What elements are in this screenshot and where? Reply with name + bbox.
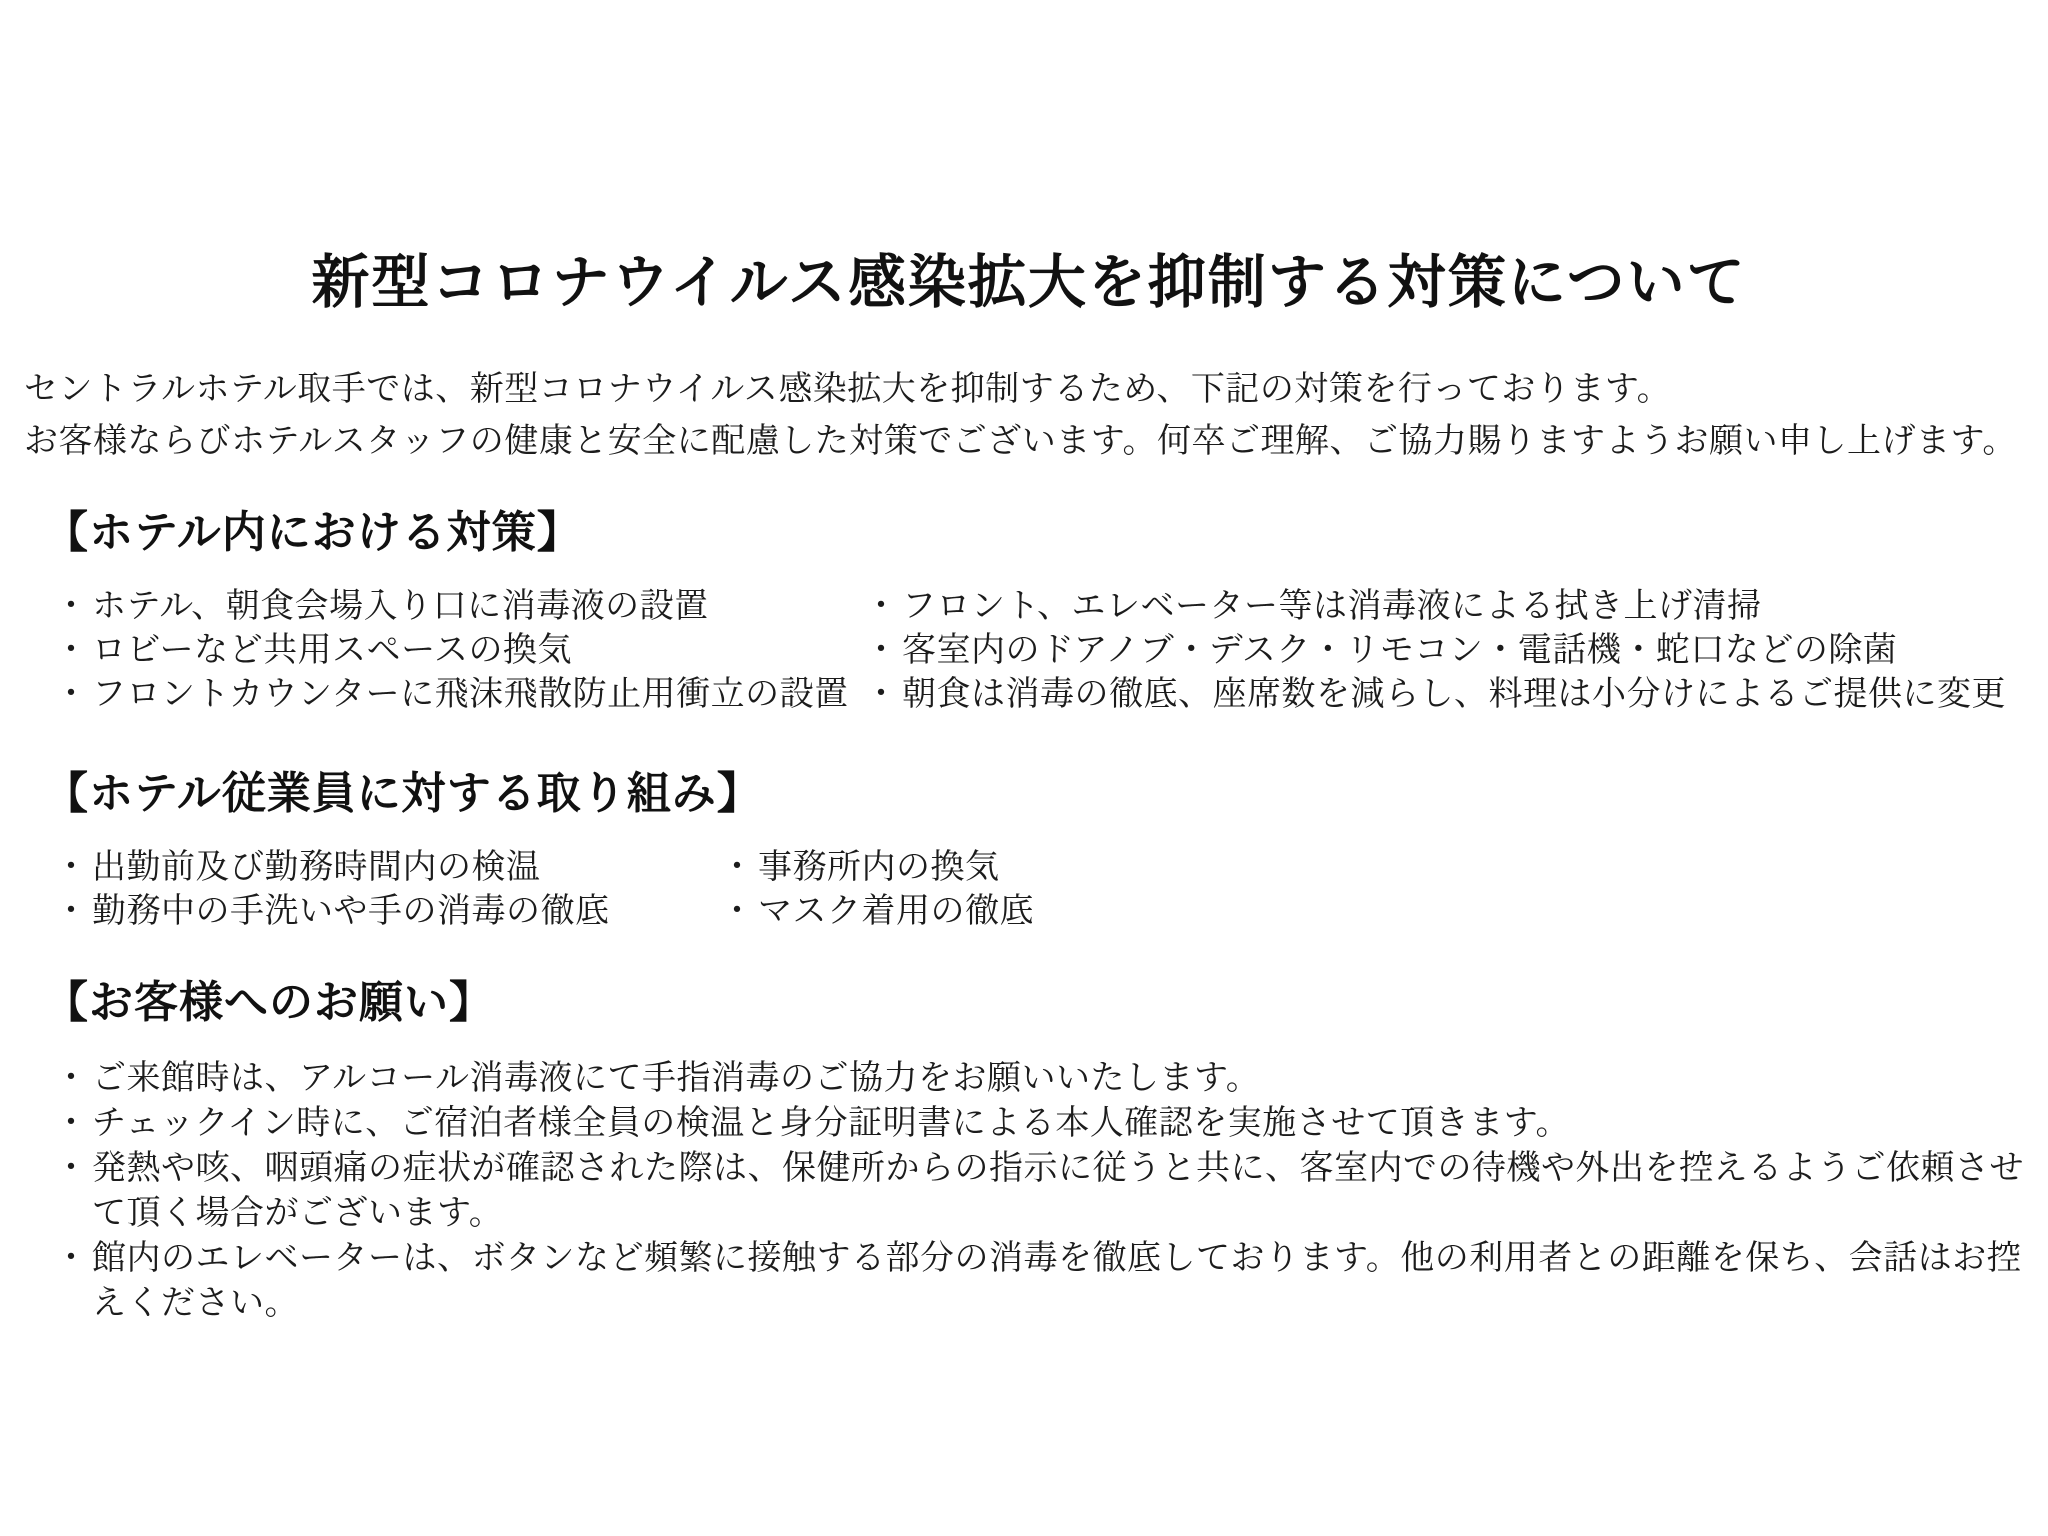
- bullet-icon: ・: [864, 585, 899, 626]
- list-item-text: ロビーなど共用スペースの換気: [92, 629, 572, 670]
- intro-paragraph: [24, 363, 2034, 467]
- bullet-icon: ・: [54, 890, 89, 931]
- page-title: 新型コロナウイルス感染拡大を抑制する対策について: [311, 248, 1747, 316]
- guest-requests-list: [54, 1056, 2028, 1326]
- list-item: [54, 1101, 2028, 1146]
- bullet-icon: ・: [54, 629, 89, 670]
- list-item: [54, 628, 864, 672]
- list-item-text: 勤務中の手洗いや手の消毒の徹底: [92, 890, 610, 931]
- list-item: [54, 1056, 2028, 1101]
- section-guest-requests: [24, 975, 2034, 1326]
- list-item-text: フロントカウンターに飛沫飛散防止用衝立の設置: [92, 673, 849, 714]
- hotel-measures-left-list: [54, 584, 864, 716]
- staff-measures-columns: [54, 845, 2034, 933]
- section-heading-hotel-measures: 【ホテル内における対策】: [44, 506, 582, 558]
- section-hotel-measures: [24, 505, 2034, 716]
- intro-line-1: セントラルホテル取手では、新型コロナウイルス感染拡大を抑制するため、下記の対策を行っております。: [24, 368, 1672, 409]
- bullet-icon: ・: [54, 1237, 89, 1278]
- section-heading-guest-requests: 【お客様へのお願い】: [44, 976, 494, 1028]
- bullet-icon: ・: [54, 673, 89, 714]
- list-item-text: マスク着用の徹底: [758, 890, 1034, 931]
- bullet-icon: ・: [864, 629, 899, 670]
- list-item-text: ご来館時は、アルコール消毒液にて手指消毒のご協力をお願いいたします。: [92, 1057, 1261, 1098]
- list-item-text: 出勤前及び勤務時間内の検温: [92, 846, 541, 887]
- section-heading-staff-measures: 【ホテル従業員に対する取り組み】: [44, 767, 762, 819]
- list-item: [54, 1146, 2028, 1236]
- list-item-text: 発熱や咳、咽頭痛の症状が確認された際は、保健所からの指示に従うと共に、客室内での待機や外出を控えるようご依頼させて頂く場合がございます。: [92, 1147, 2024, 1233]
- list-item-text: 事務所内の換気: [758, 846, 1000, 887]
- bullet-icon: ・: [54, 846, 89, 887]
- staff-measures-left-list: [54, 845, 720, 933]
- list-item: [864, 672, 2034, 716]
- list-item: [54, 845, 720, 889]
- list-item: [720, 845, 2034, 889]
- bullet-icon: ・: [864, 673, 899, 714]
- list-item: [864, 584, 2034, 628]
- section-staff-measures: [24, 766, 2034, 933]
- list-item-text: 朝食は消毒の徹底、座席数を減らし、料理は小分けによるご提供に変更: [902, 673, 2006, 714]
- list-item-text: フロント、エレベーター等は消毒液による拭き上げ清掃: [902, 585, 1762, 626]
- bullet-icon: ・: [54, 585, 89, 626]
- list-item-text: 客室内のドアノブ・デスク・リモコン・電話機・蛇口などの除菌: [902, 629, 1898, 670]
- bullet-icon: ・: [720, 846, 755, 887]
- list-item: [54, 584, 864, 628]
- list-item-text: チェックイン時に、ご宿泊者様全員の検温と身分証明書による本人確認を実施させて頂きます。: [92, 1102, 1571, 1143]
- list-item: [54, 672, 864, 716]
- list-item: [54, 1236, 2028, 1326]
- hotel-measures-columns: [54, 584, 2034, 716]
- list-item: [54, 889, 720, 933]
- hotel-measures-right-list: [864, 584, 2034, 716]
- list-item-text: ホテル、朝食会場入り口に消毒液の設置: [92, 585, 709, 626]
- intro-line-2: お客様ならびホテルスタッフの健康と安全に配慮した対策でございます。何卒ご理解、ご協力賜りますようお願い申し上げます。: [24, 420, 2017, 461]
- bullet-icon: ・: [54, 1102, 89, 1143]
- staff-measures-right-list: [720, 845, 2034, 933]
- bullet-icon: ・: [54, 1147, 89, 1188]
- list-item: [720, 889, 2034, 933]
- list-item: [864, 628, 2034, 672]
- bullet-icon: ・: [54, 1057, 89, 1098]
- bullet-icon: ・: [720, 890, 755, 931]
- list-item-text: 館内のエレベーターは、ボタンなど頻繁に接触する部分の消毒を徹底しております。他の利用者との距離を保ち、会話はお控えください。: [92, 1237, 2022, 1323]
